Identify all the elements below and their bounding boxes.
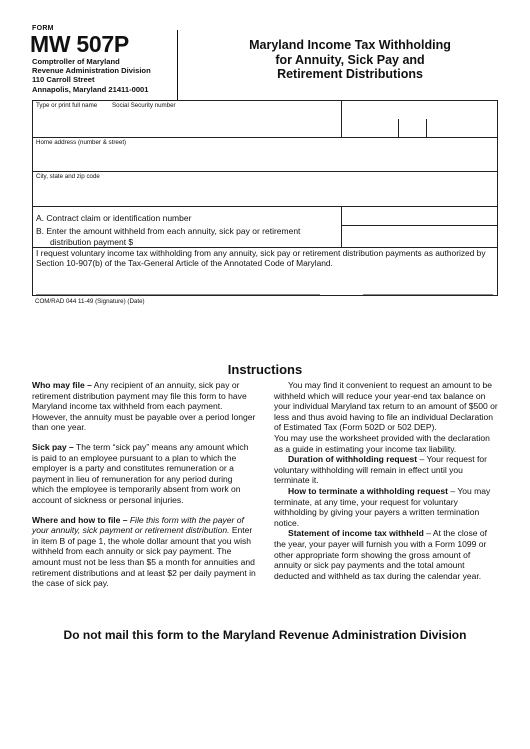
duration-heading: Duration of withholding request [288, 454, 418, 465]
line-b-amount-label: distribution payment $ [50, 237, 134, 247]
terminate-paragraph [274, 486, 498, 528]
instructions-right-column [274, 380, 498, 581]
do-not-mail-notice: Do not mail this form to the Maryland Revenue Administration Division [63, 628, 467, 642]
duration-paragraph [274, 454, 498, 486]
statement-text: – At the close of the year, your payer will furnish you with a Form 1099 or other appropriate form showing the gross amount of annuity or sick pay payments and the total amount deducted and withheld as tax during the calendar year. [274, 528, 488, 581]
name-label: Type or print full name [36, 102, 98, 109]
row-divider [33, 137, 497, 138]
line-a-label: A. Contract claim or identification number [36, 213, 192, 223]
duration-text: – Your request for voluntary withholding will remain in effect until you terminate it. [274, 454, 488, 486]
instructions-left-column [32, 380, 256, 598]
city-state-zip-field[interactable] [36, 181, 494, 205]
date-line [363, 294, 493, 295]
ssn-label: Social Security number [112, 102, 176, 109]
who-may-file-paragraph [32, 380, 256, 433]
withholding-amount-field[interactable] [343, 226, 495, 246]
city-state-zip-label: City, state and zip code [36, 173, 100, 180]
form-number: MW 507P [30, 31, 129, 57]
worksheet-paragraph: You may use the worksheet provided with the declaration as a guide in estimating your income tax liability. [274, 432, 490, 454]
contract-id-field[interactable] [343, 207, 495, 224]
home-address-field[interactable] [36, 147, 494, 170]
column-divider [341, 101, 342, 137]
signature-field[interactable] [36, 277, 320, 293]
where-to-file-heading: Where and how to file – [32, 514, 128, 525]
request-statement: I request voluntary income tax withholding from any annuity, sick pay or retirement distribution payments as authorized by Section 10-907(b) of the Tax-General Article of the Annotated Code of Maryland. [36, 248, 486, 269]
agency-name: Comptroller of Maryland [32, 57, 120, 66]
sick-pay-text: The term “sick pay” means any amount which is paid to an employee pursuant to a plan to which the employer is a party and constitutes remuneration or a payment in lieu of remuneration for any period during which the employee is temporarily absent from work on account of sickness or personal injuries. [32, 441, 249, 505]
terminate-heading: How to terminate a withholding request [288, 485, 449, 496]
column-divider [341, 206, 342, 247]
instructions-heading: Instructions [227, 362, 303, 377]
title-line-2: for Annuity, Sick Pay and [275, 52, 425, 67]
sick-pay-heading: Sick pay – [32, 441, 74, 452]
who-may-file-heading: Who may file – [32, 380, 92, 390]
where-to-file-paragraph [32, 515, 256, 589]
form-title [200, 38, 500, 82]
agency-street: 110 Carroll Street [32, 75, 95, 84]
where-to-file-italic: File this form with the payer of your annuity, sick payment or retirement distribution. [32, 514, 244, 536]
who-may-file-text: Any recipient of an annuity, sick pay or retirement distribution payment may file this form to have Maryland income tax withheld from each payment. However, the annuity must be payable over a period longer than one year. [32, 380, 256, 433]
title-line-1: Maryland Income Tax Withholding [249, 38, 451, 52]
statement-heading: Statement of income tax withheld [288, 528, 424, 539]
sick-pay-paragraph [32, 442, 256, 506]
form-label: FORM [32, 25, 54, 32]
full-name-field[interactable] [36, 110, 338, 136]
where-to-file-text: Enter in item B of page 1, the whole dollar amount that you wish withheld from each annuity or sick pay payment. The amount must not be less than $5 a month for annuities and retirement distributions and at least $2 per daily payment in the case of sick pay. [32, 525, 256, 589]
date-field[interactable] [363, 277, 493, 293]
withholding-form [32, 100, 498, 305]
title-line-3: Retirement Distributions [277, 67, 423, 81]
row-divider [33, 171, 497, 172]
convenient-amount-paragraph: You may find it convenient to request an amount to be withheld which will reduce your year-end tax balance on your individual Maryland tax return to an amount of $500 or less and thus avoid having to file an individual Declaration of Estimated Tax (Form 502D or 502 DEP). [274, 380, 498, 433]
agency-city: Annapolis, Maryland 21411-0001 [32, 85, 149, 94]
terminate-text: – You may terminate, at any time, your request for voluntary withholding by giving your payers a written termination notice. [274, 485, 491, 528]
home-address-label: Home address (number & street) [36, 139, 127, 146]
line-b-label: B. Enter the amount withheld from each annuity, sick pay or retirement [36, 226, 301, 236]
signature-label: COM/RAD 044 11-49 (Signature) (Date) [35, 298, 145, 305]
header-divider [177, 30, 178, 100]
agency-division: Revenue Administration Division [32, 66, 151, 75]
ssn-field[interactable] [343, 110, 495, 136]
signature-line [36, 294, 320, 295]
statement-paragraph [274, 528, 498, 581]
